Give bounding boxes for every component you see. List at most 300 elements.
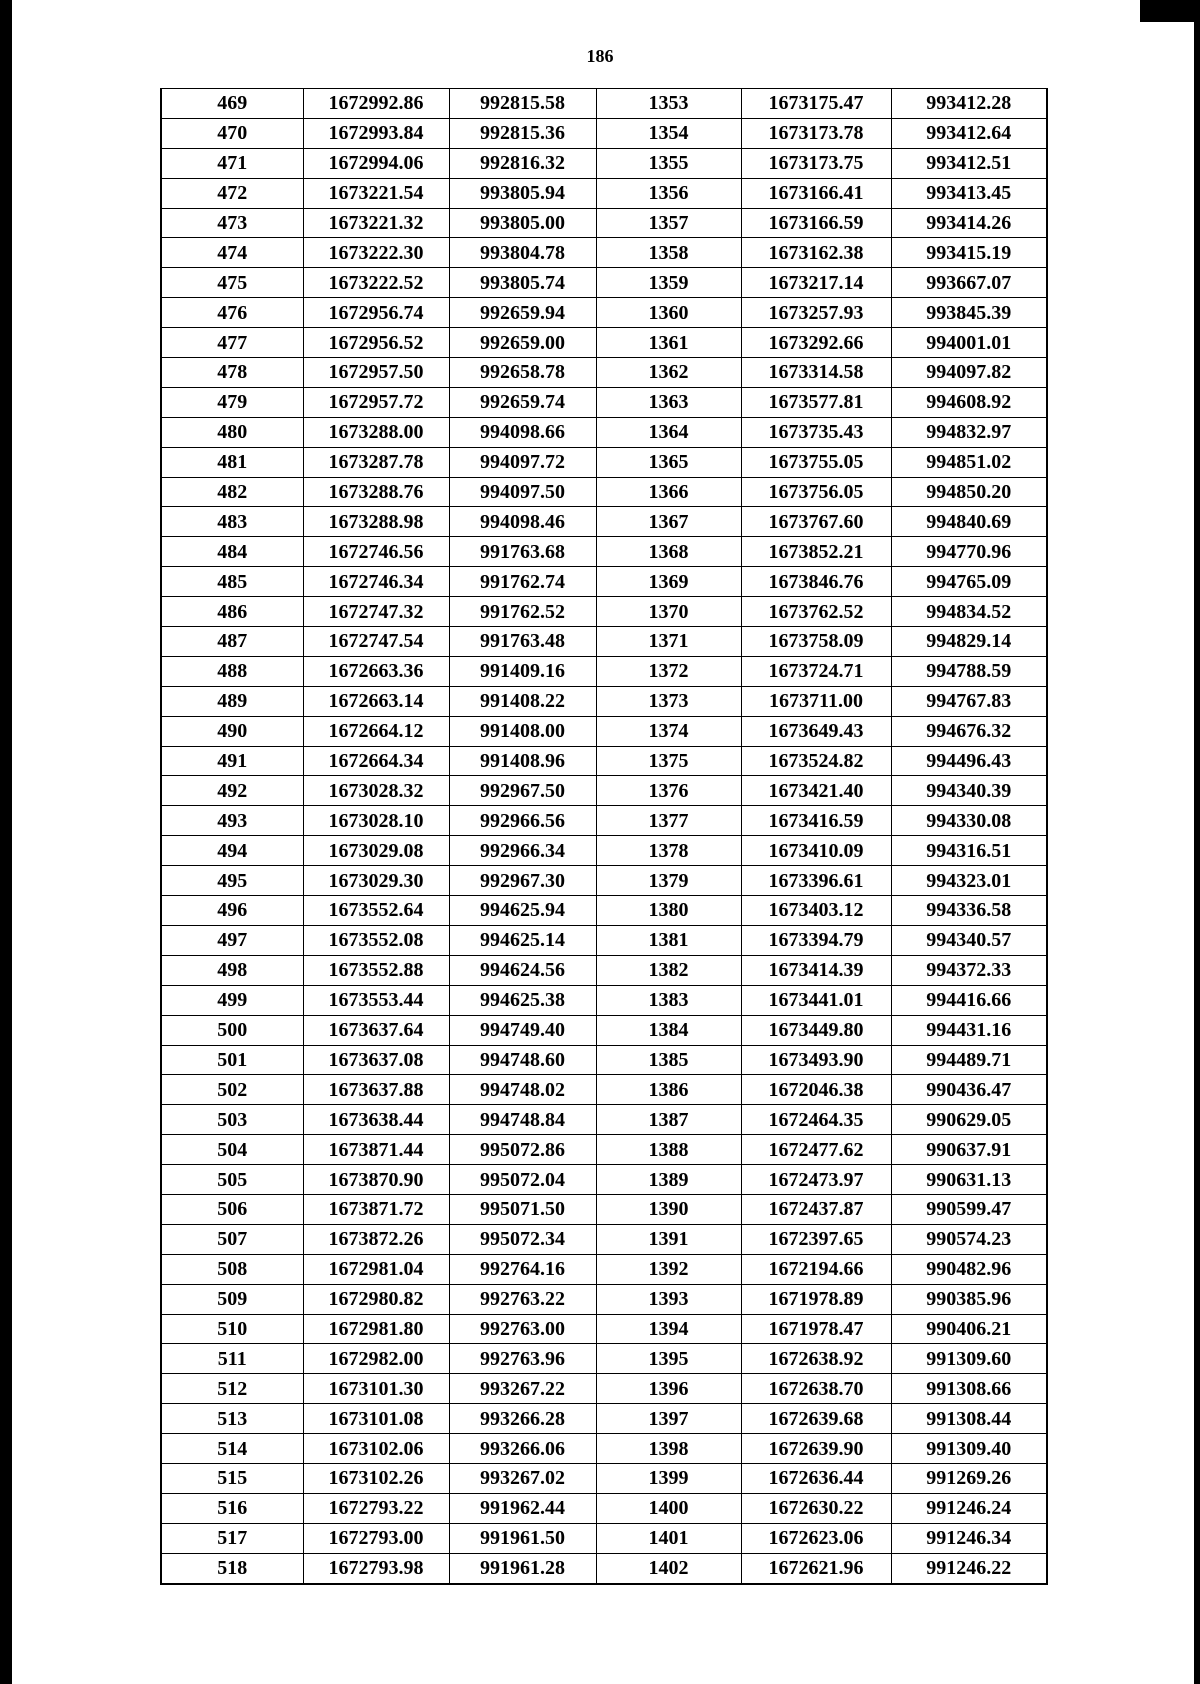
table-cell-y-coordinate: 990637.91 (891, 1135, 1047, 1165)
table-cell-y-coordinate: 995072.04 (449, 1165, 596, 1195)
table-cell-point-number: 485 (161, 567, 303, 597)
table-cell-point-number: 488 (161, 656, 303, 686)
table-cell-x-coordinate: 1673577.81 (741, 387, 891, 417)
table-cell-point-number: 1378 (596, 836, 741, 866)
table-cell-y-coordinate: 990574.23 (891, 1224, 1047, 1254)
table-cell-x-coordinate: 1672046.38 (741, 1075, 891, 1105)
table-cell-point-number: 511 (161, 1344, 303, 1374)
table-cell-x-coordinate: 1673314.58 (741, 358, 891, 388)
table-cell-x-coordinate: 1673871.72 (303, 1194, 449, 1224)
table-cell-x-coordinate: 1672747.54 (303, 627, 449, 657)
table-cell-point-number: 1364 (596, 417, 741, 447)
table-cell-point-number: 1396 (596, 1374, 741, 1404)
table-cell-x-coordinate: 1673872.26 (303, 1224, 449, 1254)
table-row (161, 896, 1047, 926)
table-cell-point-number: 1397 (596, 1404, 741, 1434)
table-cell-y-coordinate: 992816.32 (449, 148, 596, 178)
table-cell-x-coordinate: 1673552.88 (303, 955, 449, 985)
table-cell-y-coordinate: 994625.94 (449, 896, 596, 926)
table-row (161, 1105, 1047, 1135)
table-cell-y-coordinate: 994330.08 (891, 806, 1047, 836)
table-cell-y-coordinate: 993845.39 (891, 298, 1047, 328)
table-row (161, 806, 1047, 836)
coordinates-table (160, 88, 1048, 1585)
table-cell-x-coordinate: 1673638.44 (303, 1105, 449, 1135)
table-cell-y-coordinate: 990385.96 (891, 1284, 1047, 1314)
table-row (161, 1075, 1047, 1105)
table-cell-x-coordinate: 1673101.08 (303, 1404, 449, 1434)
table-cell-y-coordinate: 994323.01 (891, 866, 1047, 896)
table-row (161, 1493, 1047, 1523)
table-cell-x-coordinate: 1673288.00 (303, 417, 449, 447)
table-cell-y-coordinate: 992815.36 (449, 118, 596, 148)
table-row (161, 1194, 1047, 1224)
table-cell-x-coordinate: 1672638.92 (741, 1344, 891, 1374)
table-cell-y-coordinate: 993412.51 (891, 148, 1047, 178)
table-cell-y-coordinate: 993412.64 (891, 118, 1047, 148)
table-cell-point-number: 515 (161, 1463, 303, 1493)
table-cell-point-number: 1384 (596, 1015, 741, 1045)
table-cell-point-number: 506 (161, 1194, 303, 1224)
table-cell-y-coordinate: 993414.26 (891, 208, 1047, 238)
table-cell-x-coordinate: 1672636.44 (741, 1463, 891, 1493)
table-cell-y-coordinate: 994850.20 (891, 477, 1047, 507)
table-cell-y-coordinate: 995072.34 (449, 1224, 596, 1254)
table-cell-y-coordinate: 992763.00 (449, 1314, 596, 1344)
table-cell-point-number: 1359 (596, 268, 741, 298)
table-cell-y-coordinate: 994431.16 (891, 1015, 1047, 1045)
table-cell-point-number: 1402 (596, 1553, 741, 1583)
table-cell-x-coordinate: 1673552.64 (303, 896, 449, 926)
table-cell-y-coordinate: 994372.33 (891, 955, 1047, 985)
table-cell-x-coordinate: 1673166.59 (741, 208, 891, 238)
table-cell-point-number: 1353 (596, 89, 741, 119)
table-cell-point-number: 1377 (596, 806, 741, 836)
table-cell-point-number: 475 (161, 268, 303, 298)
table-cell-y-coordinate: 992659.00 (449, 328, 596, 358)
table-row (161, 238, 1047, 268)
table-cell-y-coordinate: 993804.78 (449, 238, 596, 268)
table-row (161, 776, 1047, 806)
table-cell-point-number: 1401 (596, 1523, 741, 1553)
table-cell-point-number: 487 (161, 627, 303, 657)
table-cell-x-coordinate: 1673221.32 (303, 208, 449, 238)
table-cell-x-coordinate: 1673414.39 (741, 955, 891, 985)
table-cell-x-coordinate: 1672981.04 (303, 1254, 449, 1284)
table-cell-y-coordinate: 992763.22 (449, 1284, 596, 1314)
table-cell-y-coordinate: 991309.40 (891, 1434, 1047, 1464)
table-cell-x-coordinate: 1673724.71 (741, 656, 891, 686)
table-cell-y-coordinate: 994765.09 (891, 567, 1047, 597)
table-cell-y-coordinate: 991961.50 (449, 1523, 596, 1553)
table-cell-x-coordinate: 1672747.32 (303, 597, 449, 627)
table-cell-point-number: 472 (161, 178, 303, 208)
table-cell-point-number: 517 (161, 1523, 303, 1553)
table-cell-point-number: 1358 (596, 238, 741, 268)
table-cell-x-coordinate: 1673649.43 (741, 716, 891, 746)
table-cell-y-coordinate: 994625.38 (449, 985, 596, 1015)
table-cell-point-number: 471 (161, 148, 303, 178)
table-cell-point-number: 516 (161, 1493, 303, 1523)
table-cell-x-coordinate: 1673162.38 (741, 238, 891, 268)
table-cell-x-coordinate: 1672994.06 (303, 148, 449, 178)
table-cell-x-coordinate: 1673029.08 (303, 836, 449, 866)
table-cell-y-coordinate: 994851.02 (891, 447, 1047, 477)
table-cell-x-coordinate: 1672639.68 (741, 1404, 891, 1434)
table-cell-y-coordinate: 990599.47 (891, 1194, 1047, 1224)
table-cell-point-number: 502 (161, 1075, 303, 1105)
table-cell-point-number: 498 (161, 955, 303, 985)
table-cell-point-number: 474 (161, 238, 303, 268)
table-cell-y-coordinate: 994770.96 (891, 537, 1047, 567)
table-cell-x-coordinate: 1672793.22 (303, 1493, 449, 1523)
table-cell-y-coordinate: 990482.96 (891, 1254, 1047, 1284)
table-cell-point-number: 1382 (596, 955, 741, 985)
table-cell-point-number: 499 (161, 985, 303, 1015)
table-cell-y-coordinate: 991762.52 (449, 597, 596, 627)
table-row (161, 716, 1047, 746)
table-cell-point-number: 1395 (596, 1344, 741, 1374)
table-row (161, 507, 1047, 537)
table-cell-x-coordinate: 1673870.90 (303, 1165, 449, 1195)
table-row (161, 178, 1047, 208)
table-cell-y-coordinate: 994748.60 (449, 1045, 596, 1075)
table-cell-x-coordinate: 1672194.66 (741, 1254, 891, 1284)
table-cell-point-number: 1373 (596, 686, 741, 716)
table-cell-x-coordinate: 1673767.60 (741, 507, 891, 537)
table-cell-y-coordinate: 991962.44 (449, 1493, 596, 1523)
table-row (161, 208, 1047, 238)
table-cell-x-coordinate: 1673524.82 (741, 746, 891, 776)
table-cell-y-coordinate: 991246.34 (891, 1523, 1047, 1553)
table-cell-y-coordinate: 992966.34 (449, 836, 596, 866)
table-cell-point-number: 518 (161, 1553, 303, 1583)
table-cell-x-coordinate: 1673173.75 (741, 148, 891, 178)
table-row (161, 89, 1047, 119)
table-cell-point-number: 1391 (596, 1224, 741, 1254)
table-cell-point-number: 1368 (596, 537, 741, 567)
table-cell-point-number: 493 (161, 806, 303, 836)
table-cell-y-coordinate: 994625.14 (449, 925, 596, 955)
table-cell-point-number: 1372 (596, 656, 741, 686)
table-cell-x-coordinate: 1673756.05 (741, 477, 891, 507)
table-cell-x-coordinate: 1673101.30 (303, 1374, 449, 1404)
table-cell-point-number: 500 (161, 1015, 303, 1045)
table-cell-point-number: 1392 (596, 1254, 741, 1284)
table-cell-point-number: 482 (161, 477, 303, 507)
table-row (161, 537, 1047, 567)
table-cell-y-coordinate: 992966.56 (449, 806, 596, 836)
table-cell-x-coordinate: 1672464.35 (741, 1105, 891, 1135)
coordinates-table-body (161, 89, 1047, 1584)
table-cell-y-coordinate: 994749.40 (449, 1015, 596, 1045)
table-cell-x-coordinate: 1673637.64 (303, 1015, 449, 1045)
table-cell-x-coordinate: 1673222.30 (303, 238, 449, 268)
table-cell-point-number: 1363 (596, 387, 741, 417)
table-cell-point-number: 489 (161, 686, 303, 716)
table-cell-point-number: 1387 (596, 1105, 741, 1135)
table-row (161, 477, 1047, 507)
table-row (161, 1523, 1047, 1553)
table-cell-y-coordinate: 991762.74 (449, 567, 596, 597)
table-cell-y-coordinate: 993267.02 (449, 1463, 596, 1493)
table-cell-x-coordinate: 1673552.08 (303, 925, 449, 955)
table-row (161, 1344, 1047, 1374)
table-cell-x-coordinate: 1673846.76 (741, 567, 891, 597)
table-cell-y-coordinate: 994340.57 (891, 925, 1047, 955)
scan-edge-right (1194, 0, 1200, 1684)
table-cell-y-coordinate: 990406.21 (891, 1314, 1047, 1344)
table-cell-x-coordinate: 1673175.47 (741, 89, 891, 119)
scan-edge-left (0, 0, 12, 1684)
table-cell-y-coordinate: 994316.51 (891, 836, 1047, 866)
table-cell-point-number: 509 (161, 1284, 303, 1314)
table-cell-x-coordinate: 1672397.65 (741, 1224, 891, 1254)
table-cell-x-coordinate: 1673221.54 (303, 178, 449, 208)
table-cell-x-coordinate: 1673288.98 (303, 507, 449, 537)
table-cell-x-coordinate: 1672980.82 (303, 1284, 449, 1314)
table-cell-y-coordinate: 994788.59 (891, 656, 1047, 686)
table-cell-y-coordinate: 993415.19 (891, 238, 1047, 268)
table-cell-y-coordinate: 991408.00 (449, 716, 596, 746)
table-cell-point-number: 1393 (596, 1284, 741, 1314)
table-row (161, 328, 1047, 358)
table-cell-point-number: 1357 (596, 208, 741, 238)
table-cell-point-number: 490 (161, 716, 303, 746)
table-cell-y-coordinate: 993667.07 (891, 268, 1047, 298)
table-cell-x-coordinate: 1672982.00 (303, 1344, 449, 1374)
table-cell-y-coordinate: 993805.00 (449, 208, 596, 238)
table-cell-x-coordinate: 1673028.10 (303, 806, 449, 836)
table-cell-point-number: 497 (161, 925, 303, 955)
table-cell-x-coordinate: 1673637.88 (303, 1075, 449, 1105)
table-cell-point-number: 1355 (596, 148, 741, 178)
table-cell-y-coordinate: 994001.01 (891, 328, 1047, 358)
table-cell-y-coordinate: 994496.43 (891, 746, 1047, 776)
table-cell-y-coordinate: 992967.50 (449, 776, 596, 806)
table-cell-x-coordinate: 1672638.70 (741, 1374, 891, 1404)
table-cell-x-coordinate: 1673222.52 (303, 268, 449, 298)
table-cell-y-coordinate: 994416.66 (891, 985, 1047, 1015)
table-cell-point-number: 1356 (596, 178, 741, 208)
table-cell-x-coordinate: 1673292.66 (741, 328, 891, 358)
table-cell-point-number: 1380 (596, 896, 741, 926)
table-cell-y-coordinate: 991308.44 (891, 1404, 1047, 1434)
table-row (161, 447, 1047, 477)
table-cell-x-coordinate: 1673403.12 (741, 896, 891, 926)
table-cell-point-number: 1399 (596, 1463, 741, 1493)
table-cell-point-number: 513 (161, 1404, 303, 1434)
table-cell-x-coordinate: 1673871.44 (303, 1135, 449, 1165)
table-cell-point-number: 496 (161, 896, 303, 926)
table-row (161, 268, 1047, 298)
table-row (161, 1374, 1047, 1404)
table-cell-y-coordinate: 991309.60 (891, 1344, 1047, 1374)
table-cell-point-number: 494 (161, 836, 303, 866)
table-cell-y-coordinate: 991246.22 (891, 1553, 1047, 1583)
table-cell-x-coordinate: 1673416.59 (741, 806, 891, 836)
table-cell-x-coordinate: 1672793.98 (303, 1553, 449, 1583)
table-row (161, 836, 1047, 866)
table-cell-y-coordinate: 991408.22 (449, 686, 596, 716)
table-row (161, 387, 1047, 417)
table-cell-point-number: 495 (161, 866, 303, 896)
table-cell-point-number: 1390 (596, 1194, 741, 1224)
table-cell-point-number: 478 (161, 358, 303, 388)
table-row (161, 985, 1047, 1015)
table-cell-x-coordinate: 1672473.97 (741, 1165, 891, 1195)
table-cell-y-coordinate: 991246.24 (891, 1493, 1047, 1523)
table-cell-y-coordinate: 994608.92 (891, 387, 1047, 417)
table-cell-point-number: 510 (161, 1314, 303, 1344)
table-cell-x-coordinate: 1672957.50 (303, 358, 449, 388)
table-cell-x-coordinate: 1672663.36 (303, 656, 449, 686)
table-cell-point-number: 1365 (596, 447, 741, 477)
table-row (161, 118, 1047, 148)
table-cell-y-coordinate: 993267.22 (449, 1374, 596, 1404)
table-cell-point-number: 507 (161, 1224, 303, 1254)
table-cell-point-number: 508 (161, 1254, 303, 1284)
table-cell-x-coordinate: 1671978.89 (741, 1284, 891, 1314)
table-cell-y-coordinate: 994336.58 (891, 896, 1047, 926)
table-row (161, 1553, 1047, 1583)
scan-edge-top-right (1140, 0, 1200, 22)
table-row (161, 1463, 1047, 1493)
table-cell-y-coordinate: 992763.96 (449, 1344, 596, 1374)
table-cell-x-coordinate: 1673758.09 (741, 627, 891, 657)
table-cell-y-coordinate: 992659.74 (449, 387, 596, 417)
table-cell-x-coordinate: 1672957.72 (303, 387, 449, 417)
table-cell-y-coordinate: 994098.46 (449, 507, 596, 537)
table-cell-point-number: 1354 (596, 118, 741, 148)
table-cell-x-coordinate: 1672664.34 (303, 746, 449, 776)
table-cell-y-coordinate: 991308.66 (891, 1374, 1047, 1404)
table-cell-point-number: 469 (161, 89, 303, 119)
table-cell-x-coordinate: 1673028.32 (303, 776, 449, 806)
table-cell-point-number: 484 (161, 537, 303, 567)
table-cell-y-coordinate: 994097.50 (449, 477, 596, 507)
table-cell-x-coordinate: 1672639.90 (741, 1434, 891, 1464)
table-cell-y-coordinate: 994340.39 (891, 776, 1047, 806)
table-cell-point-number: 1389 (596, 1165, 741, 1195)
table-cell-x-coordinate: 1673441.01 (741, 985, 891, 1015)
table-cell-x-coordinate: 1672437.87 (741, 1194, 891, 1224)
table-cell-point-number: 481 (161, 447, 303, 477)
table-cell-x-coordinate: 1672663.14 (303, 686, 449, 716)
table-cell-y-coordinate: 994829.14 (891, 627, 1047, 657)
table-cell-point-number: 1366 (596, 477, 741, 507)
table-cell-x-coordinate: 1672621.96 (741, 1553, 891, 1583)
table-cell-point-number: 479 (161, 387, 303, 417)
table-cell-y-coordinate: 993266.28 (449, 1404, 596, 1434)
table-cell-y-coordinate: 990631.13 (891, 1165, 1047, 1195)
table-cell-x-coordinate: 1673762.52 (741, 597, 891, 627)
table-cell-point-number: 1386 (596, 1075, 741, 1105)
table-cell-y-coordinate: 991763.48 (449, 627, 596, 657)
table-cell-x-coordinate: 1673735.43 (741, 417, 891, 447)
table-cell-y-coordinate: 994748.02 (449, 1075, 596, 1105)
table-cell-x-coordinate: 1673288.76 (303, 477, 449, 507)
table-cell-x-coordinate: 1673102.26 (303, 1463, 449, 1493)
table-cell-x-coordinate: 1673421.40 (741, 776, 891, 806)
table-cell-y-coordinate: 991961.28 (449, 1553, 596, 1583)
table-cell-x-coordinate: 1673257.93 (741, 298, 891, 328)
table-cell-x-coordinate: 1672477.62 (741, 1135, 891, 1165)
table-cell-point-number: 483 (161, 507, 303, 537)
table-cell-point-number: 1360 (596, 298, 741, 328)
table-row (161, 1015, 1047, 1045)
table-cell-point-number: 505 (161, 1165, 303, 1195)
table-cell-point-number: 1379 (596, 866, 741, 896)
table-row (161, 417, 1047, 447)
table-row (161, 627, 1047, 657)
table-cell-y-coordinate: 993412.28 (891, 89, 1047, 119)
table-row (161, 1165, 1047, 1195)
table-cell-x-coordinate: 1673553.44 (303, 985, 449, 1015)
table-cell-point-number: 492 (161, 776, 303, 806)
table-cell-x-coordinate: 1673173.78 (741, 118, 891, 148)
table-cell-y-coordinate: 994097.72 (449, 447, 596, 477)
table-cell-y-coordinate: 994097.82 (891, 358, 1047, 388)
table-cell-point-number: 1375 (596, 746, 741, 776)
table-cell-point-number: 1385 (596, 1045, 741, 1075)
table-row (161, 955, 1047, 985)
table-cell-x-coordinate: 1673493.90 (741, 1045, 891, 1075)
table-cell-x-coordinate: 1672793.00 (303, 1523, 449, 1553)
table-cell-y-coordinate: 993266.06 (449, 1434, 596, 1464)
table-cell-y-coordinate: 992658.78 (449, 358, 596, 388)
page-number: 186 (586, 46, 614, 66)
table-cell-x-coordinate: 1673166.41 (741, 178, 891, 208)
table-cell-point-number: 1362 (596, 358, 741, 388)
table-cell-x-coordinate: 1673287.78 (303, 447, 449, 477)
table-row (161, 148, 1047, 178)
table-cell-y-coordinate: 991269.26 (891, 1463, 1047, 1493)
table-cell-point-number: 470 (161, 118, 303, 148)
table-cell-x-coordinate: 1673852.21 (741, 537, 891, 567)
table-cell-x-coordinate: 1673449.80 (741, 1015, 891, 1045)
table-cell-point-number: 512 (161, 1374, 303, 1404)
table-cell-x-coordinate: 1673711.00 (741, 686, 891, 716)
table-cell-y-coordinate: 990629.05 (891, 1105, 1047, 1135)
table-cell-x-coordinate: 1672664.12 (303, 716, 449, 746)
table-cell-point-number: 476 (161, 298, 303, 328)
table-cell-y-coordinate: 994832.97 (891, 417, 1047, 447)
table-cell-point-number: 477 (161, 328, 303, 358)
table-cell-y-coordinate: 993413.45 (891, 178, 1047, 208)
table-cell-point-number: 503 (161, 1105, 303, 1135)
table-cell-point-number: 491 (161, 746, 303, 776)
table-row (161, 925, 1047, 955)
table-row (161, 1135, 1047, 1165)
table-row (161, 1404, 1047, 1434)
table-row (161, 746, 1047, 776)
table-cell-y-coordinate: 994676.32 (891, 716, 1047, 746)
table-cell-y-coordinate: 994834.52 (891, 597, 1047, 627)
table-cell-y-coordinate: 992967.30 (449, 866, 596, 896)
table-cell-x-coordinate: 1673102.06 (303, 1434, 449, 1464)
table-cell-point-number: 1367 (596, 507, 741, 537)
table-row (161, 1045, 1047, 1075)
table-cell-point-number: 504 (161, 1135, 303, 1165)
table-cell-point-number: 1361 (596, 328, 741, 358)
table-cell-point-number: 514 (161, 1434, 303, 1464)
table-cell-x-coordinate: 1673410.09 (741, 836, 891, 866)
table-row (161, 1254, 1047, 1284)
table-cell-point-number: 1376 (596, 776, 741, 806)
table-cell-y-coordinate: 995071.50 (449, 1194, 596, 1224)
table-row (161, 1224, 1047, 1254)
